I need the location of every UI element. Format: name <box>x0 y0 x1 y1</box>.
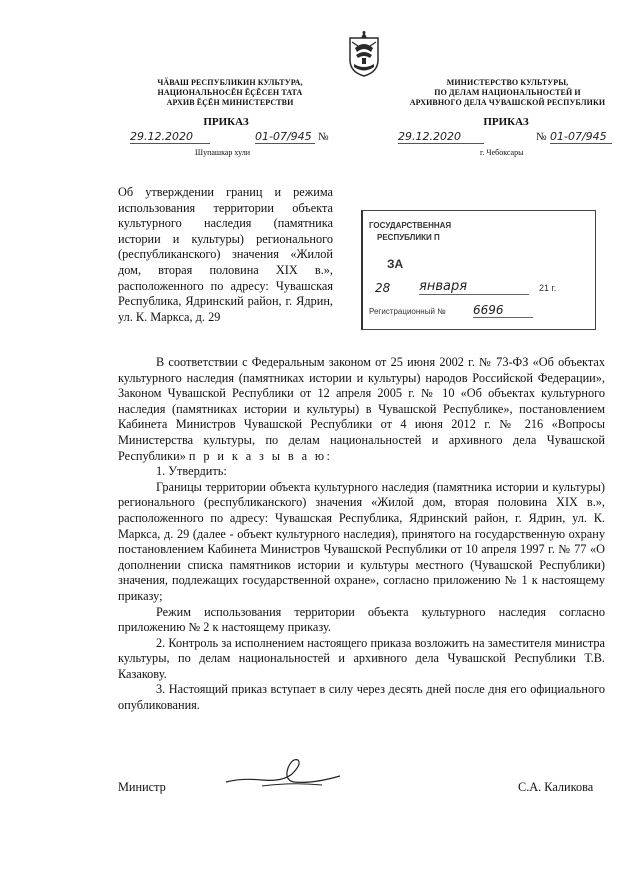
left-order-number: 01-07/945 <box>255 130 315 144</box>
right-ministry-name <box>400 78 615 108</box>
item-2-control: 2. Контроль за исполнением настоящего приказа возложить на заместителя министра культуры, по делам национальностей и архивного дела Чувашской Республики Т.В. Казакову. <box>118 635 605 681</box>
left-ministry-line: НАЦИОНАЛЬНОСĔН ĔҪĔСЕН ТАТА <box>157 88 303 97</box>
stamp-date-year: 21 г. <box>539 283 557 293</box>
emblem-icon <box>346 30 382 78</box>
left-ministry-line: АРХИВ ĔҪĔН МИНИСТЕРСТВИ <box>166 98 294 107</box>
item-3-effective: 3. Настоящий приказ вступает в силу через десять дней после дня его официального опубликования. <box>118 682 605 713</box>
order-verb: п р и к а з ы в а ю: <box>188 448 333 463</box>
right-order-number: 01-07/945 <box>550 130 612 144</box>
stamp-reg-number: 6696 <box>473 303 533 318</box>
stamp-date-day: 28 <box>375 281 391 295</box>
stamp-reg-label: Регистрационный № <box>369 307 446 316</box>
signatory-position: Министр <box>118 780 166 794</box>
left-number-sign: № <box>318 131 329 143</box>
stamp-line-2: РЕСПУБЛИКИ П <box>377 233 440 242</box>
document-title: Об утверждении границ и режима использования территории объекта культурного наследия (памятника истории и культуры) регионального (республиканского) значения «Жилой дом, вторая половина XIX в.», расположенного по адресу: Чувашская Республика, Ядринский район, г. Ядрин, ул. К. Маркса, д. 29 <box>118 185 333 324</box>
order-body <box>118 355 605 714</box>
signature-mark <box>222 752 342 792</box>
item-1-boundaries: Границы территории объекта культурного наследия (памятника истории и культуры) регионального (республиканского) значения «Жилой дом, вторая половина XIX в.», расположенного по адресу: Чувашская Республика, Ядринский район, г. Ядрин, ул. К. Маркса, д. 29 (далее - объект культурного наследия), принятого на государственную охрану постановлением Кабинета Министров Чувашской Республики от 10 апреля 1997 г. № 77 «О дополнении списка памятников истории и культуры местного (Чувашской Республики) значения, подлежащих государственной охране», согласно приложению № 1 к настоящему приказу; <box>118 479 605 603</box>
signatory-name: С.А. Каликова <box>518 780 594 794</box>
left-ministry-name <box>130 78 330 108</box>
left-ministry-line: ЧӐВАШ РЕСПУБЛИКИН КУЛЬТУРА, <box>157 78 303 87</box>
item-1-heading: 1. Утвердить: <box>156 464 227 479</box>
stamp-date-month: января <box>419 279 529 295</box>
right-ministry-line: АРХИВНОГО ДЕЛА ЧУВАШСКОЙ РЕСПУБЛИКИ <box>409 98 606 107</box>
left-order-word: ПРИКАЗ <box>203 116 249 128</box>
right-ministry-line: МИНИСТЕРСТВО КУЛЬТУРЫ, <box>446 78 569 87</box>
item-1-regime: Режим использования территории объекта культурного наследия согласно приложению № 2 к настоящему приказу. <box>118 604 605 635</box>
left-order-date: 29.12.2020 <box>130 130 210 144</box>
right-ministry-line: ПО ДЕЛАМ НАЦИОНАЛЬНОСТЕЙ И <box>434 88 581 97</box>
right-place: г. Чебоксары <box>480 148 524 157</box>
registration-stamp <box>361 210 596 330</box>
stamp-line-3: ЗА <box>387 257 404 271</box>
preamble-paragraph <box>118 355 605 464</box>
right-order-date: 29.12.2020 <box>398 130 484 144</box>
left-place: Шупашкар хули <box>195 148 250 157</box>
right-order-word: ПРИКАЗ <box>483 116 529 128</box>
preamble-text: В соответствии с Федеральным законом от 25 июня 2002 г. № 73-ФЗ «Об объектах культурного наследия (памятниках истории и культуры) народов Российской Федерации», Законом Чувашской Республики от 12 апреля 2005 г. № 10 «Об объектах культурного наследия (памятниках истории и культуры) в Чувашской Республике», постановлением Кабинета Министров Чувашской Республики от 4 июня 2012 г. № 216 «Вопросы Министерства культуры, по делам национальностей и архивного дела Чувашской Республики» <box>118 355 605 463</box>
right-number-sign: № <box>536 131 547 143</box>
stamp-line-1: ГОСУДАРСТВЕННАЯ <box>369 221 452 230</box>
